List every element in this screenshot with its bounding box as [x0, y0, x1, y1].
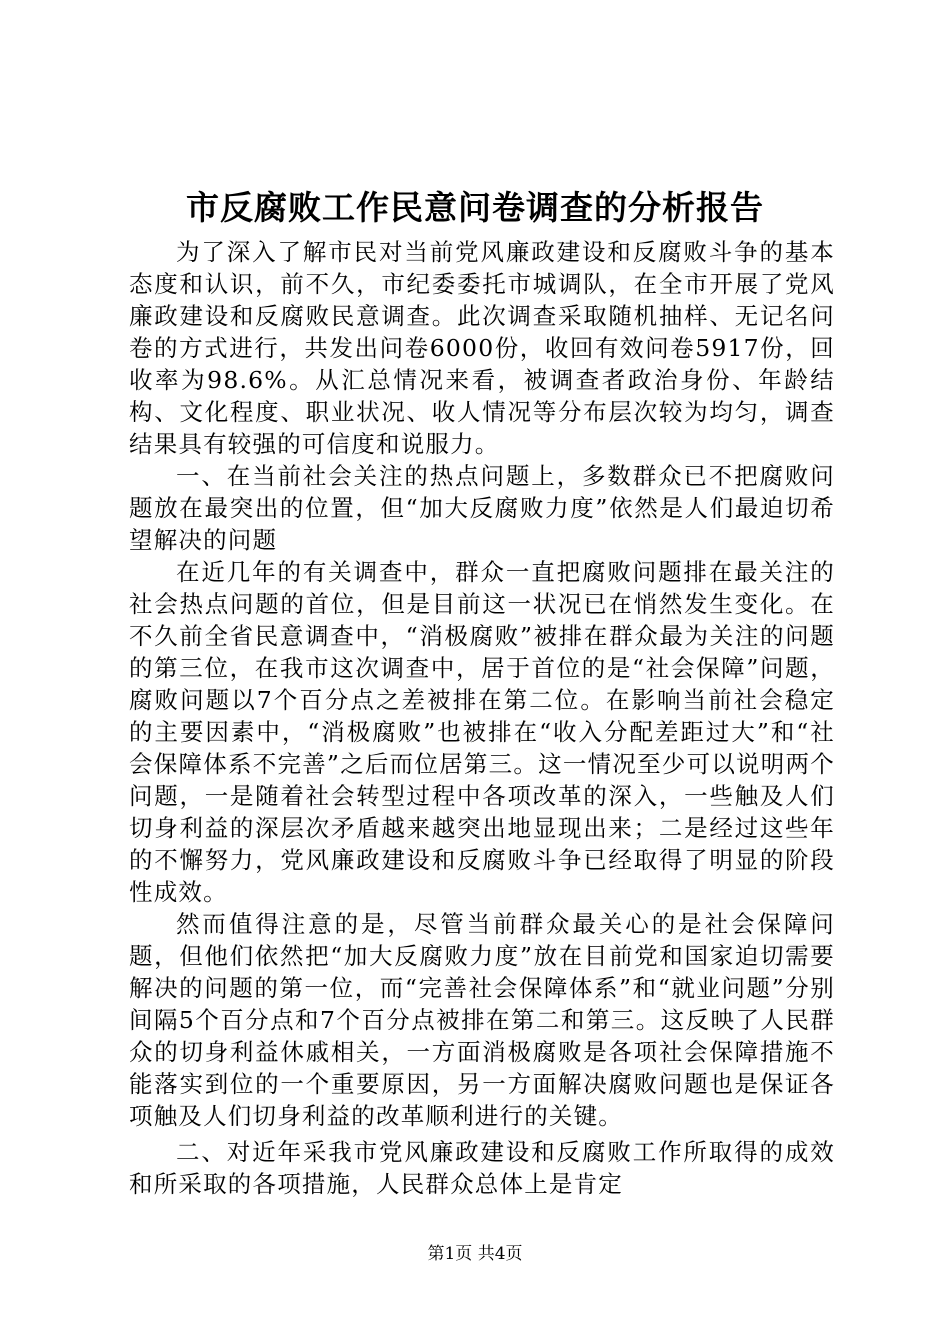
document-title: 市反腐败工作民意问卷调查的分析报告 [186, 188, 764, 227]
paragraph-section-one-heading: 一、在当前社会关注的热点问题上，多数群众已不把腐败问题放在最突出的位置，但“加大反腐败力度”依然是人们最迫切希望解决的问题 [129, 462, 835, 554]
paragraph-anticorruption-priority: 然而值得注意的是，尽管当前群众最关心的是社会保障问题，但他们依然把“加大反腐败力度”放在目前党和国家迫切需要解决的问题的第一位，而“完善社会保障体系”和“就业问题”分别间隔5个百分点和7个百分点被排在第二和第三。这反映了人民群众的切身利益休戚相关，一方面消极腐败是各项社会保障措施不能落实到位的一个重要原因，另一方面解决腐败问题也是保证各项触及人们切身利益的改革顺利进行的关键。 [129, 910, 835, 1130]
paragraph-section-two-heading: 二、对近年采我市党风廉政建设和反腐败工作所取得的成效和所采取的各项措施，人民群众总体上是肯定 [129, 1138, 835, 1198]
paragraph-hotspot-changes: 在近几年的有关调查中，群众一直把腐败问题排在最关注的社会热点问题的首位，但是目前这一状况已在悄然发生变化。在不久前全省民意调查中，“消极腐败”被排在群众最为关注的问题的第三位，在我市这次调查中，居于首位的是“社会保障”问题，腐败问题以7个百分点之差被排在第二位。在影响当前社会稳定的主要因素中，“消极腐败”也被排在“收入分配差距过大”和“社会保障体系不完善”之后而位居第三。这一情况至少可以说明两个问题，一是随着社会转型过程中各项改革的深入，一些触及人们切身利益的深层次矛盾越来越突出地显现出来；二是经过这些年的不懈努力，党风廉政建设和反腐败斗争已经取得了明显的阶段性成效。 [129, 558, 835, 906]
page-footer: 第1页 共4页 [427, 1244, 523, 1264]
document-body [129, 236, 835, 1200]
paragraph-intro: 为了深入了解市民对当前党风廉政建设和反腐败斗争的基本态度和认识，前不久，市纪委委托市城调队，在全市开展了党风廉政建设和反腐败民意调查。此次调查采取随机抽样、无记名问卷的方式进行，共发出问卷6000份，收回有效问卷5917份，回收率为98.6%。从汇总情况来看，被调查者政治身份、年龄结构、文化程度、职业状况、收人情况等分布层次较为均匀，调查结果具有较强的可信度和说服力。 [129, 238, 835, 458]
